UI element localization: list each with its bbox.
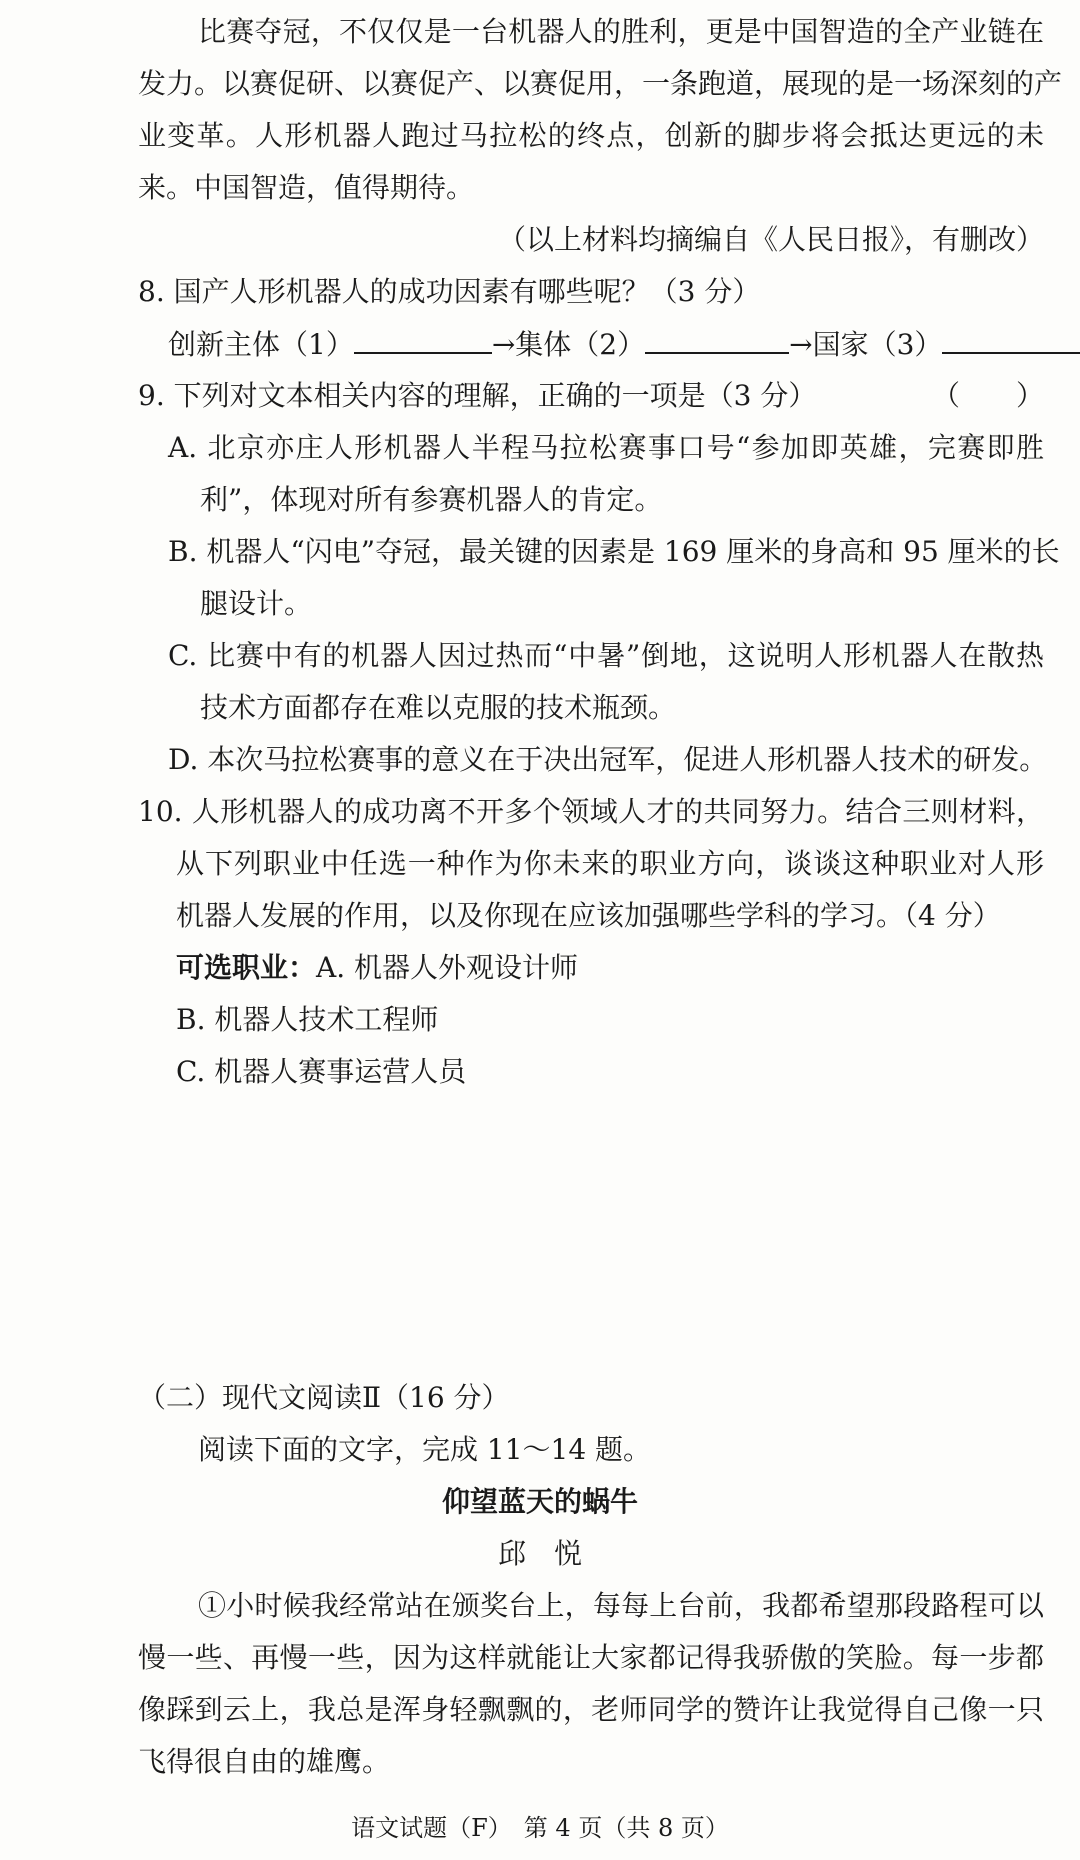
q8-answer-row — [168, 324, 1080, 365]
section-instruction: 阅读下面的文字，完成 11～14 题。 — [198, 1433, 652, 1466]
q10-line-1: 10. 人形机器人的成功离不开多个领域人才的共同努力。结合三则材料， — [138, 795, 1044, 828]
article-para-line-1: ①小时候我经常站在颁奖台上，每每上台前，我都希望那段路程可以 — [198, 1589, 1044, 1622]
q10-option-c: C. 机器人赛事运营人员 — [176, 1055, 467, 1088]
q8-part-c-label: →国家（3） — [789, 328, 943, 361]
para-line-1: 比赛夺冠，不仅仅是一台机器人的胜利，更是中国智造的全产业链在 — [198, 15, 1044, 48]
q10-line-2: 从下列职业中任选一种作为你未来的职业方向，谈谈这种职业对人形 — [176, 847, 1044, 880]
article-para-line-3: 像踩到云上，我总是浑身轻飘飘的，老师同学的赞许让我觉得自己像一只 — [138, 1693, 1044, 1726]
section-heading: （二）现代文阅读Ⅱ（16 分） — [138, 1381, 510, 1414]
source-note: （以上材料均摘编自《人民日报》，有删改） — [497, 223, 1044, 256]
q10-options-label: 可选职业： — [176, 951, 317, 984]
q10-line-3: 机器人发展的作用，以及你现在应该加强哪些学科的学习。（4 分） — [176, 899, 1001, 932]
q9-option-b-line2: 腿设计。 — [200, 587, 313, 620]
q10-options-row-a — [176, 948, 578, 988]
q10-option-a: A. 机器人外观设计师 — [316, 951, 579, 984]
article-author: 邱 悦 — [497, 1537, 582, 1570]
article-title: 仰望蓝天的蜗牛 — [441, 1485, 638, 1518]
q9-answer-bracket[interactable]: （ ） — [931, 379, 1044, 412]
q10-option-b: B. 机器人技术工程师 — [176, 1003, 439, 1036]
page-footer: 语文试题（F） 第 4 页（共 8 页） — [351, 1814, 729, 1842]
q9-option-c-line2: 技术方面都存在难以克服的技术瓶颈。 — [200, 691, 677, 724]
q9-option-c-line1: C. 比赛中有的机器人因过热而“中暑”倒地，这说明人形机器人在散热 — [168, 639, 1044, 672]
article-para-line-2: 慢一些、再慢一些，因为这样就能让大家都记得我骄傲的笑脸。每一步都 — [138, 1641, 1044, 1674]
q9-stem: 9. 下列对文本相关内容的理解，正确的一项是（3 分） — [138, 379, 817, 412]
q8-stem: 8. 国产人形机器人的成功因素有哪些呢？（3 分） — [138, 275, 761, 308]
q8-blank-3[interactable] — [942, 324, 1080, 354]
q9-option-d: D. 本次马拉松赛事的意义在于决出冠军，促进人形机器人技术的研发。 — [168, 743, 1048, 776]
q8-part-b-label: →集体（2） — [491, 328, 646, 361]
para-line-2: 发力。以赛促研、以赛促产、以赛促用，一条跑道，展现的是一场深刻的产 — [138, 67, 1063, 100]
q8-blank-1[interactable] — [354, 324, 492, 354]
q9-option-a-line2: 利”，体现对所有参赛机器人的肯定。 — [200, 483, 663, 516]
q9-option-b-line1: B. 机器人“闪电”夺冠，最关键的因素是 169 厘米的身高和 95 厘米的长 — [168, 535, 1060, 568]
q8-blank-2[interactable] — [645, 324, 789, 354]
article-para-line-4: 飞得很自由的雄鹰。 — [138, 1745, 391, 1778]
para-line-3: 业变革。人形机器人跑过马拉松的终点，创新的脚步将会抵达更远的未 — [138, 119, 1044, 152]
para-line-4: 来。中国智造，值得期待。 — [138, 171, 475, 204]
q9-option-a-line1: A. 北京亦庄人形机器人半程马拉松赛事口号“参加即英雄，完赛即胜 — [168, 431, 1044, 464]
q8-part-a-label: 创新主体（1） — [168, 328, 354, 361]
